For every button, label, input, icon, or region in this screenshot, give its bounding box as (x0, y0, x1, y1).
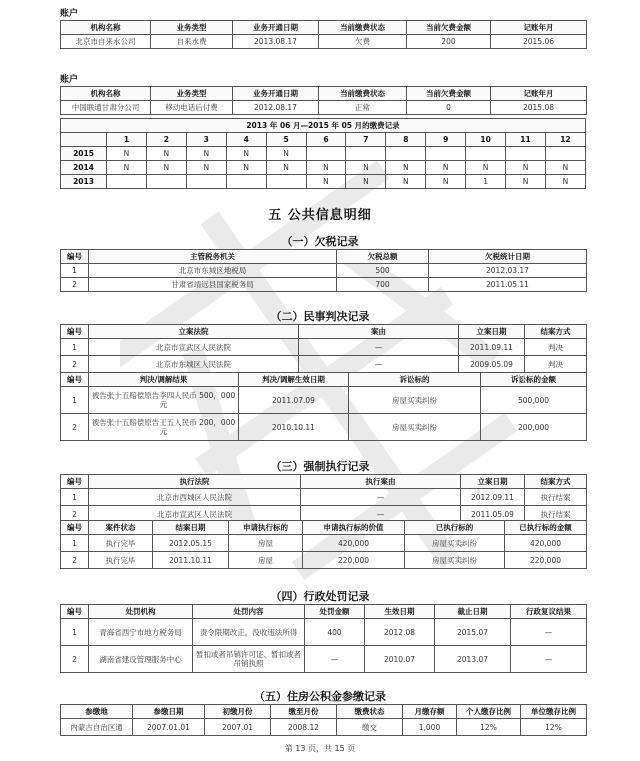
water-account-label: 账户 (60, 9, 79, 19)
table-cell: 中国联通甘肃分公司 (61, 101, 151, 115)
page-number: 第 13 页，共 15 页 (284, 744, 356, 753)
table-row (61, 147, 586, 161)
status-cell: N (506, 161, 546, 175)
table-cell: 2012.09.11 (461, 489, 525, 506)
header-cell: 缴费状态 (337, 705, 403, 719)
header-cell: 已执行标的 (405, 521, 505, 535)
table-header-row (61, 325, 587, 339)
civil-record-table (60, 324, 587, 373)
status-cell: N (266, 147, 306, 161)
table-cell: 北京市东城区地税局 (89, 264, 337, 278)
table-row (61, 619, 587, 646)
table-cell: 北京市西城区人民法院 (89, 489, 301, 506)
table-header-row (61, 475, 587, 489)
table-cell: 执行结案 (525, 489, 587, 506)
table-cell: 700 (337, 278, 429, 292)
table-cell: 执行结案 (525, 506, 587, 523)
table-cell: 500,000 (481, 387, 587, 414)
table-cell: 房屋 (229, 535, 303, 552)
header-cell: 截止日期 (435, 605, 511, 619)
table-cell: 200 (407, 35, 491, 49)
table-cell: — (299, 356, 459, 373)
telecom-account-table (60, 86, 587, 115)
header-cell: 主管税务机关 (89, 250, 337, 264)
header-cell: 欠税总额 (337, 250, 429, 264)
table-cell: 2 (61, 646, 89, 673)
table-cell: 青海省西宁市地方税务局 (89, 619, 193, 646)
civil-judgment-table (60, 372, 587, 441)
table-header-row (61, 373, 587, 387)
table-cell: 自来水费 (151, 35, 233, 49)
header-cell: 结案方式 (525, 325, 587, 339)
table-cell: 执行完毕 (89, 535, 153, 552)
month-cell: 9 (426, 133, 466, 147)
table-cell: 220,000 (303, 552, 405, 569)
status-cell: N (506, 175, 546, 189)
table-cell: — (511, 619, 587, 646)
table-cell: 2012.05.15 (153, 535, 229, 552)
header-cell: 执行案由 (301, 475, 461, 489)
enforce-record-title: （三）强制执行记录 (270, 460, 370, 473)
table-header-row (61, 521, 587, 535)
status-cell: N (186, 161, 226, 175)
status-cell: N (545, 161, 585, 175)
month-cell: 7 (346, 133, 386, 147)
header-cell: 立案日期 (461, 475, 525, 489)
status-cell: N (346, 175, 386, 189)
table-cell: 2007.01 (205, 719, 271, 736)
table-header-row (61, 605, 587, 619)
header-cell: 判决/调解结果 (89, 373, 239, 387)
table-cell: 2011.10.11 (153, 552, 229, 569)
header-cell: 编号 (61, 475, 89, 489)
table-cell: — (301, 506, 461, 523)
header-cell: 结案方式 (525, 475, 587, 489)
header-cell: 参缴地 (61, 705, 133, 719)
header-cell: 月缴存额 (403, 705, 457, 719)
header-cell: 处罚内容 (193, 605, 305, 619)
header-cell: 个人缴存比例 (457, 705, 521, 719)
table-cell: 2012.08 (365, 619, 435, 646)
table-row (61, 646, 587, 673)
table-header-row (61, 705, 587, 719)
payment-history-table (60, 118, 586, 189)
table-cell: 北京市宣武区人民法院 (89, 339, 299, 356)
status-cell: N (146, 147, 186, 161)
table-cell: 12% (521, 719, 587, 736)
table-cell: 2012.08.17 (233, 101, 319, 115)
header-cell: 机构名称 (61, 87, 151, 101)
table-cell: 220,000 (505, 552, 587, 569)
status-cell: 1 (466, 175, 506, 189)
header-cell: 单位缴存比例 (521, 705, 587, 719)
status-cell (346, 147, 386, 161)
status-cell (386, 147, 426, 161)
status-cell (107, 175, 147, 189)
header-cell (61, 133, 107, 147)
table-cell: 被告张十五赔偿原告李四人民币 500，000 元 (89, 387, 239, 414)
month-cell: 3 (186, 133, 226, 147)
table-cell: 200,000 (481, 414, 587, 441)
table-cell: 房屋买卖纠纷 (349, 414, 481, 441)
fund-record-table (60, 704, 587, 736)
table-cell: 420,000 (505, 535, 587, 552)
status-cell: N (186, 147, 226, 161)
table-cell: 2011.09.11 (459, 339, 525, 356)
header-cell: 欠税统计日期 (429, 250, 587, 264)
header-cell: 参缴日期 (133, 705, 205, 719)
table-cell: 12% (457, 719, 521, 736)
civil-record-title: （二）民事判决记录 (270, 310, 370, 323)
table-header-row (61, 250, 587, 264)
enforce-status-table (60, 520, 587, 569)
tax-record-table (60, 249, 587, 292)
table-cell: 2013.08.17 (233, 35, 319, 49)
table-cell: 判决 (525, 339, 587, 356)
admin-record-table (60, 604, 587, 673)
month-cell: 4 (226, 133, 266, 147)
header-cell: 当前缴费状态 (319, 87, 407, 101)
month-cell: 10 (466, 133, 506, 147)
month-cell: 8 (386, 133, 426, 147)
header-cell: 记账年月 (491, 87, 587, 101)
table-cell: 2015.06 (491, 35, 587, 49)
status-cell (306, 147, 346, 161)
table-cell: — (299, 339, 459, 356)
status-cell (266, 175, 306, 189)
table-cell: 北京市自来水公司 (61, 35, 151, 49)
table-cell: 2011.05.09 (461, 506, 525, 523)
header-cell: 申请执行标的价值 (303, 521, 405, 535)
table-cell: 1 (61, 535, 89, 552)
table-cell: — (301, 489, 461, 506)
table-cell: 2010.07 (365, 646, 435, 673)
header-cell: 业务类型 (151, 21, 233, 35)
table-cell: 500 (337, 264, 429, 278)
status-cell: N (545, 175, 585, 189)
header-cell: 判决/调解生效日期 (239, 373, 349, 387)
header-cell: 业务类型 (151, 87, 233, 101)
header-cell: 已执行标的金额 (505, 521, 587, 535)
table-cell: 内蒙古自治区通 (61, 719, 133, 736)
table-cell: 2 (61, 356, 89, 373)
header-cell: 诉讼标的金额 (481, 373, 587, 387)
header-cell: 案件状态 (89, 521, 153, 535)
month-cell: 5 (266, 133, 306, 147)
table-cell: 1,000 (403, 719, 457, 736)
water-account-table (60, 20, 587, 49)
header-cell: 当前欠费金额 (407, 87, 491, 101)
table-header-row (61, 21, 587, 35)
header-cell: 处罚机构 (89, 605, 193, 619)
header-cell: 编号 (61, 521, 89, 535)
enforce-record-table (60, 474, 587, 523)
month-cell: 6 (306, 133, 346, 147)
table-cell: 2013.07 (435, 646, 511, 673)
year-cell: 2015 (61, 147, 107, 161)
header-cell: 缴至月份 (271, 705, 337, 719)
history-title-row (61, 119, 586, 133)
table-cell: — (305, 646, 365, 673)
header-cell: 当前缴费状态 (319, 21, 407, 35)
header-cell: 行政复议结果 (511, 605, 587, 619)
month-cell: 1 (107, 133, 147, 147)
status-cell: N (426, 175, 466, 189)
table-header-row (61, 87, 587, 101)
table-row (61, 175, 586, 189)
table-cell: 1 (61, 339, 89, 356)
month-header-row (61, 133, 586, 147)
table-cell: 2 (61, 552, 89, 569)
table-cell: 房屋买卖纠纷 (405, 535, 505, 552)
header-cell: 生效日期 (365, 605, 435, 619)
table-cell: 0 (407, 101, 491, 115)
table-cell: 1 (61, 489, 89, 506)
table-row (61, 278, 587, 292)
table-row (61, 161, 586, 175)
table-cell: 2007.01.01 (133, 719, 205, 736)
table-cell: 正常 (319, 101, 407, 115)
table-cell: 1 (61, 619, 89, 646)
table-row (61, 414, 587, 441)
status-cell: N (226, 161, 266, 175)
status-cell: N (346, 161, 386, 175)
month-cell: 11 (506, 133, 546, 147)
status-cell: N (266, 161, 306, 175)
table-row (61, 101, 587, 115)
year-cell: 2014 (61, 161, 107, 175)
table-cell: 被告张十五赔偿原告王五人民币 200，000 元 (89, 414, 239, 441)
table-cell: 房屋买卖纠纷 (405, 552, 505, 569)
table-cell: 暂扣或者吊销许可证、暂扣或者吊销执照 (193, 646, 305, 673)
table-row (61, 552, 587, 569)
header-cell: 初缴月份 (205, 705, 271, 719)
telecom-account-label: 账户 (60, 75, 79, 85)
header-cell: 案由 (299, 325, 459, 339)
status-cell: N (306, 161, 346, 175)
header-cell: 编号 (61, 605, 89, 619)
header-cell: 诉讼标的 (349, 373, 481, 387)
history-title: 2013 年 06 月—2015 年 05 月的缴费记录 (61, 119, 586, 133)
table-cell: 2012.03.17 (429, 264, 587, 278)
header-cell: 执行法院 (89, 475, 301, 489)
table-row (61, 387, 587, 414)
header-cell: 申请执行标的 (229, 521, 303, 535)
header-cell: 结案日期 (153, 521, 229, 535)
status-cell (146, 175, 186, 189)
table-cell: 欠费 (319, 35, 407, 49)
year-cell: 2013 (61, 175, 107, 189)
table-cell: 缴交 (337, 719, 403, 736)
status-cell (506, 147, 546, 161)
table-cell: 责令限期改正，没收违法所得 (193, 619, 305, 646)
status-cell (466, 147, 506, 161)
status-cell: N (386, 175, 426, 189)
header-cell: 业务开通日期 (233, 87, 319, 101)
table-cell: 房屋买卖纠纷 (349, 387, 481, 414)
status-cell (186, 175, 226, 189)
table-row (61, 356, 587, 373)
status-cell: N (146, 161, 186, 175)
tax-record-title: （一）欠税记录 (281, 235, 359, 248)
table-row (61, 35, 587, 49)
table-cell: 2015.08 (491, 101, 587, 115)
table-cell: — (511, 646, 587, 673)
table-cell: 移动电话后付费 (151, 101, 233, 115)
table-row (61, 264, 587, 278)
table-cell: 2008.12 (271, 719, 337, 736)
header-cell: 立案法院 (89, 325, 299, 339)
table-cell: 2 (61, 506, 89, 523)
header-cell: 当前欠费金额 (407, 21, 491, 35)
month-cell: 2 (146, 133, 186, 147)
table-cell: 2009.05.09 (459, 356, 525, 373)
table-cell: 房屋 (229, 552, 303, 569)
status-cell (226, 175, 266, 189)
table-cell: 2 (61, 278, 89, 292)
header-cell: 编号 (61, 373, 89, 387)
table-cell: 2011.05.11 (429, 278, 587, 292)
table-cell: 甘肃省靖远县国家税务局 (89, 278, 337, 292)
table-cell: 1 (61, 387, 89, 414)
header-cell: 编号 (61, 325, 89, 339)
table-cell: 1 (61, 264, 89, 278)
table-row (61, 535, 587, 552)
table-cell: 判决 (525, 356, 587, 373)
table-cell: 2 (61, 414, 89, 441)
section-title: 五 公共信息明细 (268, 208, 372, 223)
header-cell: 机构名称 (61, 21, 151, 35)
table-cell: 400 (305, 619, 365, 646)
table-row (61, 339, 587, 356)
fund-record-title: （五）住房公积金参缴记录 (254, 690, 386, 703)
status-cell: N (426, 161, 466, 175)
status-cell: N (466, 161, 506, 175)
table-cell: 执行完毕 (89, 552, 153, 569)
table-row (61, 489, 587, 506)
status-cell (545, 147, 585, 161)
status-cell: N (386, 161, 426, 175)
table-cell: 420,000 (303, 535, 405, 552)
header-cell: 立案日期 (459, 325, 525, 339)
table-cell: 湖南省建设管理服务中心 (89, 646, 193, 673)
table-row (61, 719, 587, 736)
status-cell: N (107, 147, 147, 161)
status-cell: N (306, 175, 346, 189)
table-cell: 2015.07 (435, 619, 511, 646)
table-cell: 2010.10.11 (239, 414, 349, 441)
status-cell: N (107, 161, 147, 175)
status-cell: N (226, 147, 266, 161)
header-cell: 记账年月 (491, 21, 587, 35)
header-cell: 处罚金额 (305, 605, 365, 619)
table-cell: 北京市东城区人民法院 (89, 356, 299, 373)
month-cell: 12 (545, 133, 585, 147)
header-cell: 编号 (61, 250, 89, 264)
table-cell: 北京市宣武区人民法院 (89, 506, 301, 523)
header-cell: 业务开通日期 (233, 21, 319, 35)
status-cell (426, 147, 466, 161)
table-cell: 2011.07.09 (239, 387, 349, 414)
admin-record-title: （四）行政处罚记录 (270, 590, 370, 603)
